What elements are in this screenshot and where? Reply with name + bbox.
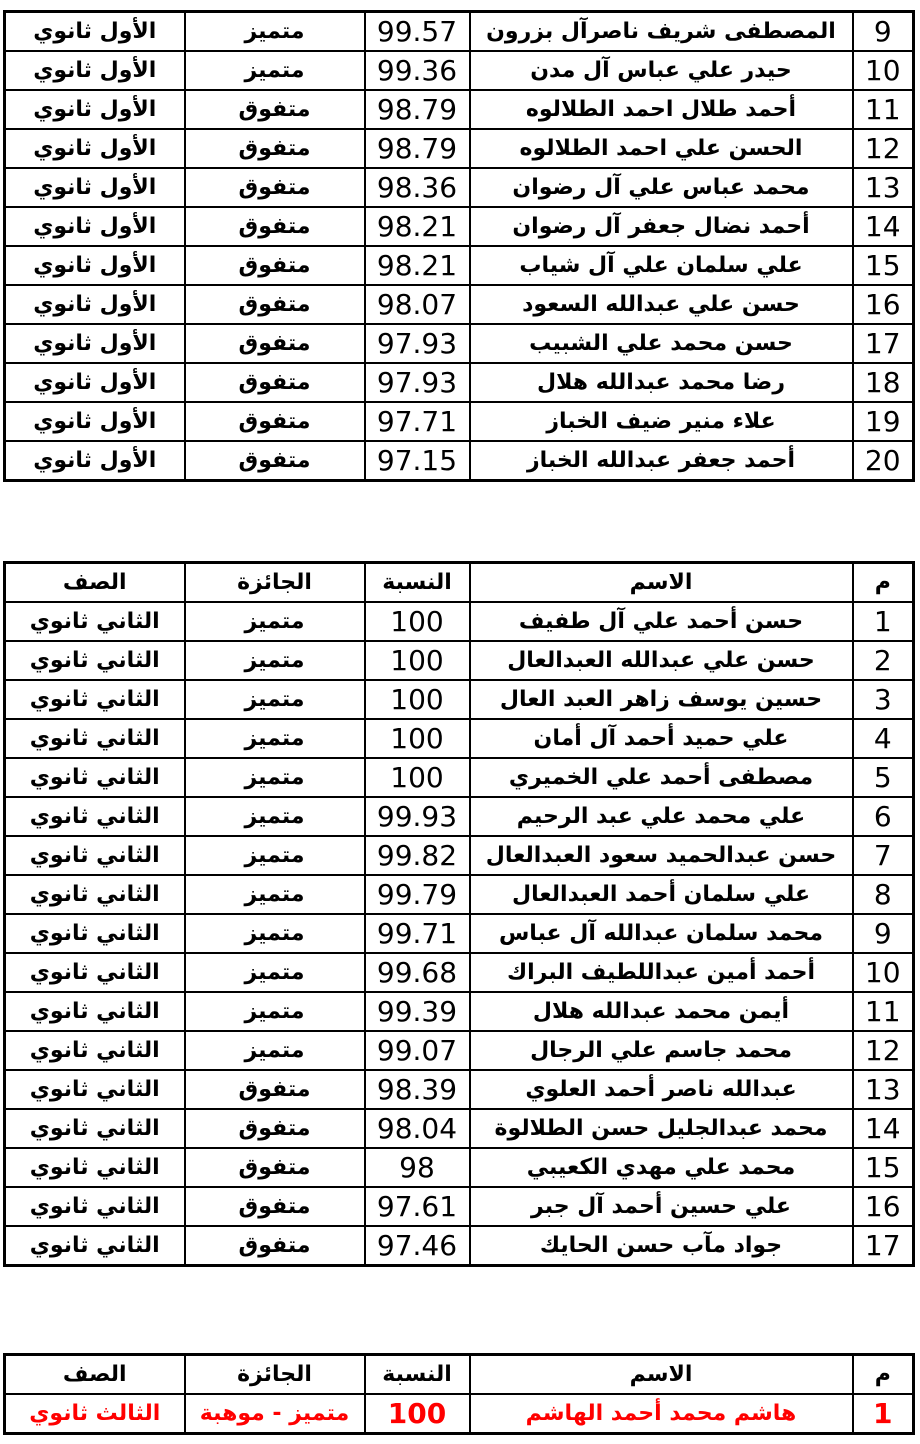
cell-percentage: 98.79 xyxy=(365,90,470,129)
column-header-name: الاسم xyxy=(470,563,853,603)
cell-grade: الثاني ثانوي xyxy=(5,875,185,914)
cell-name: جواد مآب حسن الحايك xyxy=(470,1226,853,1266)
cell-number: 8 xyxy=(853,875,914,914)
cell-name: علي محمد علي عبد الرحيم xyxy=(470,797,853,836)
cell-name: حسن علي عبدالله السعود xyxy=(470,285,853,324)
cell-award: متفوق xyxy=(185,1187,365,1226)
cell-percentage: 97.46 xyxy=(365,1226,470,1266)
cell-grade: الأول ثانوي xyxy=(5,324,185,363)
cell-name: أحمد أمين عبداللطيف البراك xyxy=(470,953,853,992)
cell-award: متميز xyxy=(185,680,365,719)
cell-number: 10 xyxy=(853,953,914,992)
cell-name: علاء منير ضيف الخباز xyxy=(470,402,853,441)
cell-name: حسن عبدالحميد سعود العبدالعال xyxy=(470,836,853,875)
cell-grade: الأول ثانوي xyxy=(5,402,185,441)
cell-name: محمد سلمان عبدالله آل عباس xyxy=(470,914,853,953)
cell-percentage: 99.39 xyxy=(365,992,470,1031)
cell-award: متفوق xyxy=(185,1226,365,1266)
cell-percentage: 98 xyxy=(365,1148,470,1187)
cell-award: متميز xyxy=(185,1031,365,1070)
table-row xyxy=(5,1070,914,1109)
cell-grade: الأول ثانوي xyxy=(5,90,185,129)
cell-percentage: 99.57 xyxy=(365,12,470,52)
cell-grade: الثاني ثانوي xyxy=(5,1109,185,1148)
cell-grade: الثاني ثانوي xyxy=(5,1187,185,1226)
table-row xyxy=(5,680,914,719)
cell-number: 7 xyxy=(853,836,914,875)
cell-number: 9 xyxy=(853,12,914,52)
cell-award: متفوق xyxy=(185,1148,365,1187)
cell-name: حسن محمد علي الشبيب xyxy=(470,324,853,363)
cell-percentage: 100 xyxy=(365,719,470,758)
cell-number: 17 xyxy=(853,324,914,363)
cell-number: 2 xyxy=(853,641,914,680)
honor-roll-table-grade3 xyxy=(3,1353,915,1435)
cell-grade: الثاني ثانوي xyxy=(5,680,185,719)
cell-grade: الأول ثانوي xyxy=(5,12,185,52)
cell-number: 12 xyxy=(853,1031,914,1070)
cell-grade: الأول ثانوي xyxy=(5,441,185,481)
cell-award: متميز - موهبة xyxy=(185,1394,365,1434)
table-row xyxy=(5,402,914,441)
cell-number: 1 xyxy=(853,1394,914,1434)
table-row xyxy=(5,168,914,207)
cell-number: 14 xyxy=(853,1109,914,1148)
cell-award: متميز xyxy=(185,758,365,797)
cell-name: أحمد طلال احمد الطلالوه xyxy=(470,90,853,129)
cell-award: متفوق xyxy=(185,441,365,481)
table-row xyxy=(5,1394,914,1434)
cell-award: متميز xyxy=(185,51,365,90)
cell-number: 15 xyxy=(853,1148,914,1187)
cell-percentage: 100 xyxy=(365,680,470,719)
cell-percentage: 100 xyxy=(365,641,470,680)
cell-grade: الثاني ثانوي xyxy=(5,914,185,953)
cell-name: حسن علي عبدالله العبدالعال xyxy=(470,641,853,680)
table-row xyxy=(5,758,914,797)
cell-award: متفوق xyxy=(185,90,365,129)
cell-grade: الثاني ثانوي xyxy=(5,1148,185,1187)
cell-name: محمد علي مهدي الكعيبي xyxy=(470,1148,853,1187)
cell-grade: الأول ثانوي xyxy=(5,207,185,246)
cell-percentage: 98.21 xyxy=(365,207,470,246)
table-row xyxy=(5,836,914,875)
cell-number: 11 xyxy=(853,992,914,1031)
cell-name: علي حميد أحمد آل أمان xyxy=(470,719,853,758)
cell-percentage: 98.36 xyxy=(365,168,470,207)
table-row xyxy=(5,992,914,1031)
cell-grade: الثاني ثانوي xyxy=(5,1070,185,1109)
column-header-number: م xyxy=(853,1355,914,1395)
table-row xyxy=(5,1226,914,1266)
table-row xyxy=(5,441,914,481)
cell-percentage: 100 xyxy=(365,1394,470,1434)
table-row xyxy=(5,246,914,285)
cell-name: محمد جاسم علي الرجال xyxy=(470,1031,853,1070)
cell-number: 10 xyxy=(853,51,914,90)
table-row xyxy=(5,1031,914,1070)
cell-percentage: 97.61 xyxy=(365,1187,470,1226)
cell-name: محمد عبدالجليل حسن الطلالوة xyxy=(470,1109,853,1148)
table-row xyxy=(5,90,914,129)
table-row xyxy=(5,914,914,953)
cell-percentage: 99.07 xyxy=(365,1031,470,1070)
cell-name: أيمن محمد عبدالله هلال xyxy=(470,992,853,1031)
table-row xyxy=(5,51,914,90)
cell-number: 14 xyxy=(853,207,914,246)
cell-name: هاشم محمد أحمد الهاشم xyxy=(470,1394,853,1434)
cell-award: متميز xyxy=(185,12,365,52)
cell-name: حيدر علي عباس آل مدن xyxy=(470,51,853,90)
cell-award: متفوق xyxy=(185,129,365,168)
cell-name: علي سلمان أحمد العبدالعال xyxy=(470,875,853,914)
cell-grade: الثاني ثانوي xyxy=(5,1031,185,1070)
cell-grade: الثاني ثانوي xyxy=(5,758,185,797)
cell-name: حسن أحمد علي آل طفيف xyxy=(470,602,853,641)
cell-number: 5 xyxy=(853,758,914,797)
cell-number: 6 xyxy=(853,797,914,836)
table-row xyxy=(5,207,914,246)
table-row xyxy=(5,953,914,992)
table-row xyxy=(5,641,914,680)
honor-roll-table-grade2 xyxy=(3,561,915,1267)
cell-number: 20 xyxy=(853,441,914,481)
cell-award: متميز xyxy=(185,875,365,914)
cell-percentage: 100 xyxy=(365,602,470,641)
cell-percentage: 97.71 xyxy=(365,402,470,441)
table-row xyxy=(5,285,914,324)
column-header-percentage: النسبة xyxy=(365,1355,470,1395)
cell-percentage: 99.79 xyxy=(365,875,470,914)
cell-percentage: 97.15 xyxy=(365,441,470,481)
column-header-grade: الصف xyxy=(5,1355,185,1395)
cell-name: علي سلمان علي آل شياب xyxy=(470,246,853,285)
table-row xyxy=(5,324,914,363)
honor-roll-table-grade1 xyxy=(3,10,915,482)
table-row xyxy=(5,602,914,641)
cell-percentage: 99.71 xyxy=(365,914,470,953)
cell-number: 3 xyxy=(853,680,914,719)
cell-name: المصطفى شريف ناصرآل بزرون xyxy=(470,12,853,52)
cell-award: متميز xyxy=(185,953,365,992)
cell-grade: الأول ثانوي xyxy=(5,285,185,324)
column-header-award: الجائزة xyxy=(185,1355,365,1395)
table-row xyxy=(5,797,914,836)
cell-name: مصطفى أحمد علي الخميري xyxy=(470,758,853,797)
cell-name: الحسن علي احمد الطلالوه xyxy=(470,129,853,168)
cell-number: 18 xyxy=(853,363,914,402)
cell-grade: الثاني ثانوي xyxy=(5,719,185,758)
cell-name: أحمد جعفر عبدالله الخباز xyxy=(470,441,853,481)
cell-award: متميز xyxy=(185,914,365,953)
table-row xyxy=(5,1148,914,1187)
cell-grade: الثاني ثانوي xyxy=(5,992,185,1031)
table-row xyxy=(5,875,914,914)
cell-name: محمد عباس علي آل رضوان xyxy=(470,168,853,207)
cell-award: متفوق xyxy=(185,285,365,324)
cell-award: متفوق xyxy=(185,1109,365,1148)
header-row xyxy=(5,1355,914,1395)
cell-number: 13 xyxy=(853,168,914,207)
table-row xyxy=(5,129,914,168)
column-header-grade: الصف xyxy=(5,563,185,603)
cell-percentage: 97.93 xyxy=(365,324,470,363)
table-row xyxy=(5,1109,914,1148)
cell-percentage: 99.36 xyxy=(365,51,470,90)
cell-grade: الأول ثانوي xyxy=(5,51,185,90)
cell-grade: الثاني ثانوي xyxy=(5,1226,185,1266)
cell-award: متميز xyxy=(185,602,365,641)
table-row xyxy=(5,1187,914,1226)
cell-award: متفوق xyxy=(185,324,365,363)
cell-name: حسين يوسف زاهر العبد العال xyxy=(470,680,853,719)
cell-number: 9 xyxy=(853,914,914,953)
cell-award: متميز xyxy=(185,992,365,1031)
table-row xyxy=(5,12,914,52)
cell-percentage: 98.07 xyxy=(365,285,470,324)
cell-percentage: 97.93 xyxy=(365,363,470,402)
cell-grade: الأول ثانوي xyxy=(5,363,185,402)
cell-name: أحمد نضال جعفر آل رضوان xyxy=(470,207,853,246)
cell-percentage: 99.93 xyxy=(365,797,470,836)
table-row xyxy=(5,363,914,402)
column-header-award: الجائزة xyxy=(185,563,365,603)
cell-award: متفوق xyxy=(185,402,365,441)
cell-grade: الأول ثانوي xyxy=(5,168,185,207)
cell-number: 4 xyxy=(853,719,914,758)
cell-grade: الأول ثانوي xyxy=(5,129,185,168)
cell-percentage: 99.68 xyxy=(365,953,470,992)
cell-name: علي حسين أحمد آل جبر xyxy=(470,1187,853,1226)
cell-number: 19 xyxy=(853,402,914,441)
cell-number: 13 xyxy=(853,1070,914,1109)
cell-number: 12 xyxy=(853,129,914,168)
column-header-name: الاسم xyxy=(470,1355,853,1395)
table-row xyxy=(5,719,914,758)
cell-grade: الثاني ثانوي xyxy=(5,953,185,992)
cell-percentage: 99.82 xyxy=(365,836,470,875)
cell-grade: الثاني ثانوي xyxy=(5,602,185,641)
cell-grade: الأول ثانوي xyxy=(5,246,185,285)
cell-award: متميز xyxy=(185,797,365,836)
cell-number: 1 xyxy=(853,602,914,641)
cell-grade: الثاني ثانوي xyxy=(5,836,185,875)
cell-award: متفوق xyxy=(185,168,365,207)
cell-percentage: 100 xyxy=(365,758,470,797)
cell-percentage: 98.39 xyxy=(365,1070,470,1109)
cell-name: عبدالله ناصر أحمد العلوي xyxy=(470,1070,853,1109)
cell-award: متميز xyxy=(185,836,365,875)
cell-percentage: 98.21 xyxy=(365,246,470,285)
cell-award: متميز xyxy=(185,641,365,680)
cell-number: 16 xyxy=(853,285,914,324)
cell-grade: الثاني ثانوي xyxy=(5,641,185,680)
cell-number: 17 xyxy=(853,1226,914,1266)
cell-grade: الثاني ثانوي xyxy=(5,797,185,836)
cell-grade: الثالث ثانوي xyxy=(5,1394,185,1434)
cell-percentage: 98.04 xyxy=(365,1109,470,1148)
column-header-percentage: النسبة xyxy=(365,563,470,603)
header-row xyxy=(5,563,914,603)
cell-award: متفوق xyxy=(185,363,365,402)
cell-percentage: 98.79 xyxy=(365,129,470,168)
cell-number: 15 xyxy=(853,246,914,285)
cell-award: متفوق xyxy=(185,246,365,285)
column-header-number: م xyxy=(853,563,914,603)
cell-name: رضا محمد عبدالله هلال xyxy=(470,363,853,402)
cell-award: متميز xyxy=(185,719,365,758)
cell-number: 11 xyxy=(853,90,914,129)
cell-award: متفوق xyxy=(185,1070,365,1109)
cell-number: 16 xyxy=(853,1187,914,1226)
cell-award: متفوق xyxy=(185,207,365,246)
